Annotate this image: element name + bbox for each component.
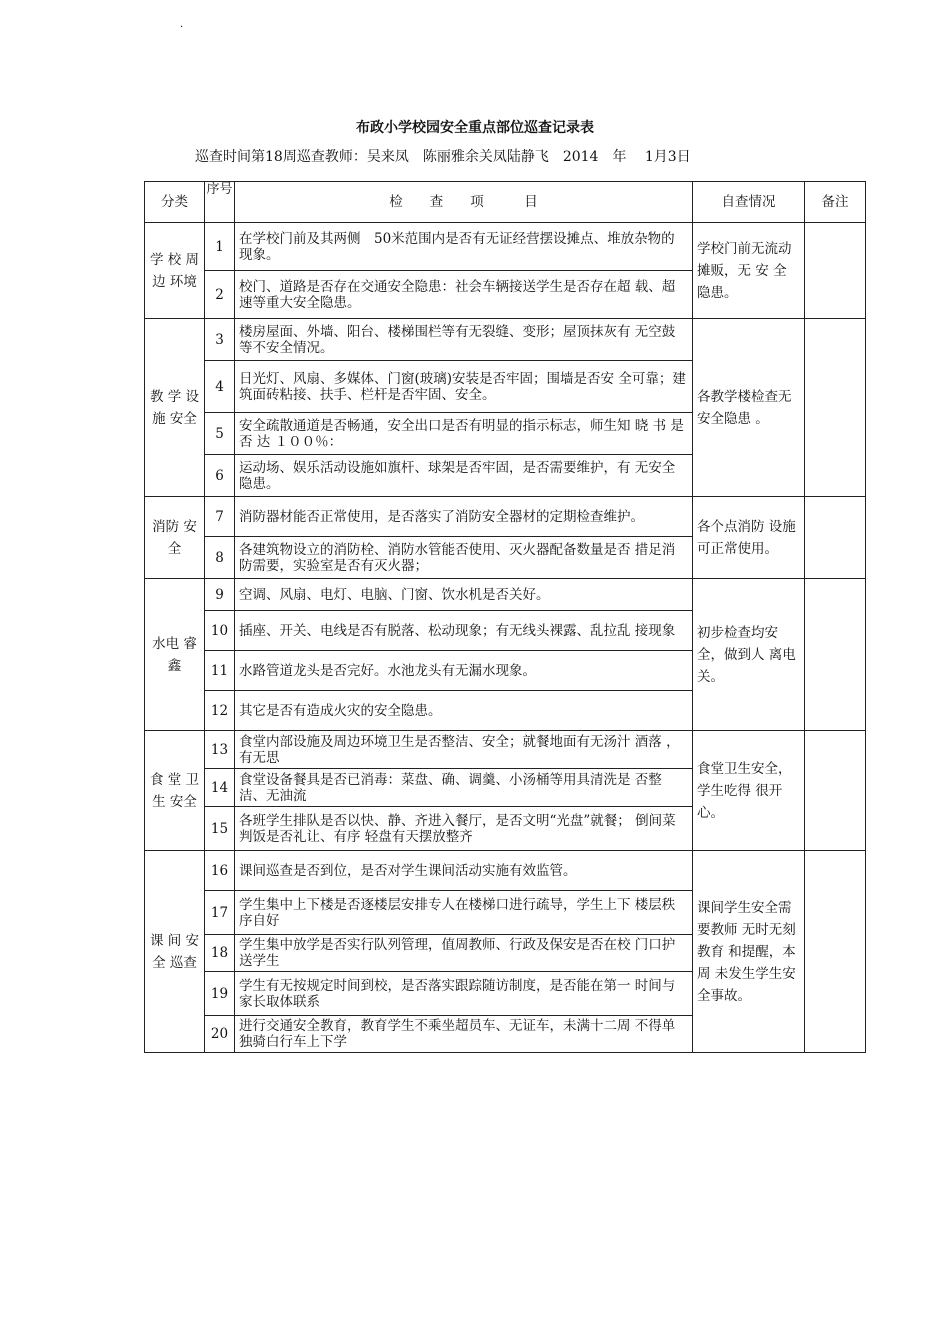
category-cell: 消防 安全	[145, 497, 205, 579]
note-cell	[805, 731, 866, 851]
item-cell: 学生有无按规定时间到校，是否落实跟踪随访制度，是否能在第一 时间与家长取体联系	[235, 972, 693, 1016]
header-dot: ·	[180, 22, 184, 33]
seq-cell: 5	[205, 413, 235, 455]
self-check-cell: 各教学楼检查无安全隐患 。	[693, 319, 805, 497]
item-cell: 楼房屋面、外墙、阳台、楼梯围栏等有无裂缝、变形；屋顶抹灰有 无空鼓等不安全情况。	[235, 319, 693, 361]
item-cell: 各建筑物设立的消防栓、消防水管能否使用、灭火器配备数量是否 措足消防需要，实验室是否有灭火器；	[235, 537, 693, 579]
seq-cell: 4	[205, 361, 235, 413]
table-row	[145, 497, 866, 537]
self-check-cell: 初步检查均安全，做到人 离电关。	[693, 579, 805, 731]
seq-cell: 11	[205, 651, 235, 691]
seq-cell: 9	[205, 579, 235, 611]
self-check-cell: 课间学生安全需要教师 无时无刻教育 和提醒，本周 未发生学生安全事故。	[693, 851, 805, 1053]
item-cell: 运动场、娱乐活动设施如旗杆、球架是否牢固，是否需要维护，有 无安全隐患。	[235, 455, 693, 497]
note-cell	[805, 579, 866, 731]
item-cell: 食堂设备餐具是否已消毒：菜盘、确、调羹、小汤桶等用具清洗是 否整洁、无油流	[235, 769, 693, 807]
seq-cell: 6	[205, 455, 235, 497]
item-cell: 在学校门前及其两侧 50米范围内是否有无证经营摆设摊点、堆放杂物的现象。	[235, 223, 693, 271]
table-row	[145, 223, 866, 271]
item-cell: 水路管道龙头是否完好。水池龙头有无漏水现象。	[235, 651, 693, 691]
seq-cell: 18	[205, 935, 235, 972]
header-items: 检 查 项 目	[235, 182, 693, 223]
category-cell: 水电 睿鑫	[145, 579, 205, 731]
document-title: 布政小学校园安全重点部位巡查记录表	[356, 120, 594, 136]
item-cell: 进行交通安全教育，教育学生不乘坐超员车、无证车，未满十二周 不得单独骑白行车上下学	[235, 1016, 693, 1053]
item-cell: 日光灯、风扇、多媒体、门窗(玻璃)安装是否牢固；围墙是否安 全可靠；建筑面砖粘接、扶手、栏杆是否牢固、安全。	[235, 361, 693, 413]
seq-cell: 20	[205, 1016, 235, 1053]
self-check-cell: 各个点消防 设施可正常使用。	[693, 497, 805, 579]
inspection-info: 巡查时间第18周巡查教师：吴来凤 陈丽雅余关凤陆静飞 2014 年 1月3日	[195, 149, 691, 165]
inspection-table	[144, 181, 866, 1053]
table-header-row	[145, 182, 866, 223]
header-category: 分类	[145, 182, 205, 223]
item-cell: 学生集中上下楼是否逐楼层安排专人在楼梯口进行疏导，学生上下 楼层秩序自好	[235, 891, 693, 935]
note-cell	[805, 319, 866, 497]
self-check-cell: 学校门前无流动摊贩，无 安 全隐患。	[693, 223, 805, 319]
seq-cell: 10	[205, 611, 235, 651]
header-note: 备注	[805, 182, 866, 223]
seq-cell: 8	[205, 537, 235, 579]
item-cell: 空调、风扇、电灯、电脑、门窗、饮水机是否关好。	[235, 579, 693, 611]
table-row	[145, 851, 866, 891]
seq-cell: 2	[205, 271, 235, 319]
seq-cell: 12	[205, 691, 235, 731]
category-cell: 教 学 设 施 安全	[145, 319, 205, 497]
category-cell: 学 校 周 边 环境	[145, 223, 205, 319]
item-cell: 各班学生排队是否以快、静、齐进入餐厅，是否文明“光盘”就餐； 倒间菜判饭是否礼让、有序 轻盘有天摆放整齐	[235, 807, 693, 851]
note-cell	[805, 851, 866, 1053]
item-cell: 消防器材能否正常使用，是否落实了消防安全器材的定期检查维护。	[235, 497, 693, 537]
seq-cell: 14	[205, 769, 235, 807]
seq-cell: 17	[205, 891, 235, 935]
item-cell: 安全疏散通道是否畅通，安全出口是否有明显的指示标志，师生知 晓 书 是 否 达 １００％：	[235, 413, 693, 455]
item-cell: 校门、道路是否存在交通安全隐患：社会车辆接送学生是否存在超 载、超速等重大安全隐患。	[235, 271, 693, 319]
header-seq: 序号	[205, 182, 235, 223]
table-row	[145, 731, 866, 769]
seq-cell: 19	[205, 972, 235, 1016]
item-cell: 食堂内部设施及周边环境卫生是否整洁、安全；就餐地面有无汤汁 酒落 ， 有无思	[235, 731, 693, 769]
item-cell: 其它是否有造成火灾的安全隐患。	[235, 691, 693, 731]
item-cell: 插座、开关、电线是否有脱落、松动现象；有无线头裸露、乱拉乱 接现象	[235, 611, 693, 651]
note-cell	[805, 223, 866, 319]
note-cell	[805, 497, 866, 579]
seq-cell: 15	[205, 807, 235, 851]
category-cell: 课 间 安 全 巡查	[145, 851, 205, 1053]
self-check-cell: 食堂卫生安全，学生吃得 很开心。	[693, 731, 805, 851]
item-cell: 课间巡查是否到位，是否对学生课间活动实施有效监管。	[235, 851, 693, 891]
seq-cell: 16	[205, 851, 235, 891]
category-cell: 食 堂 卫 生 安全	[145, 731, 205, 851]
seq-cell: 1	[205, 223, 235, 271]
item-cell: 学生集中放学是否实行队列管理，值周教师、行政及保安是否在校 门口护送学生	[235, 935, 693, 972]
seq-cell: 7	[205, 497, 235, 537]
table-row	[145, 319, 866, 361]
header-check: 自查情况	[693, 182, 805, 223]
seq-cell: 13	[205, 731, 235, 769]
table-row	[145, 579, 866, 611]
seq-cell: 3	[205, 319, 235, 361]
